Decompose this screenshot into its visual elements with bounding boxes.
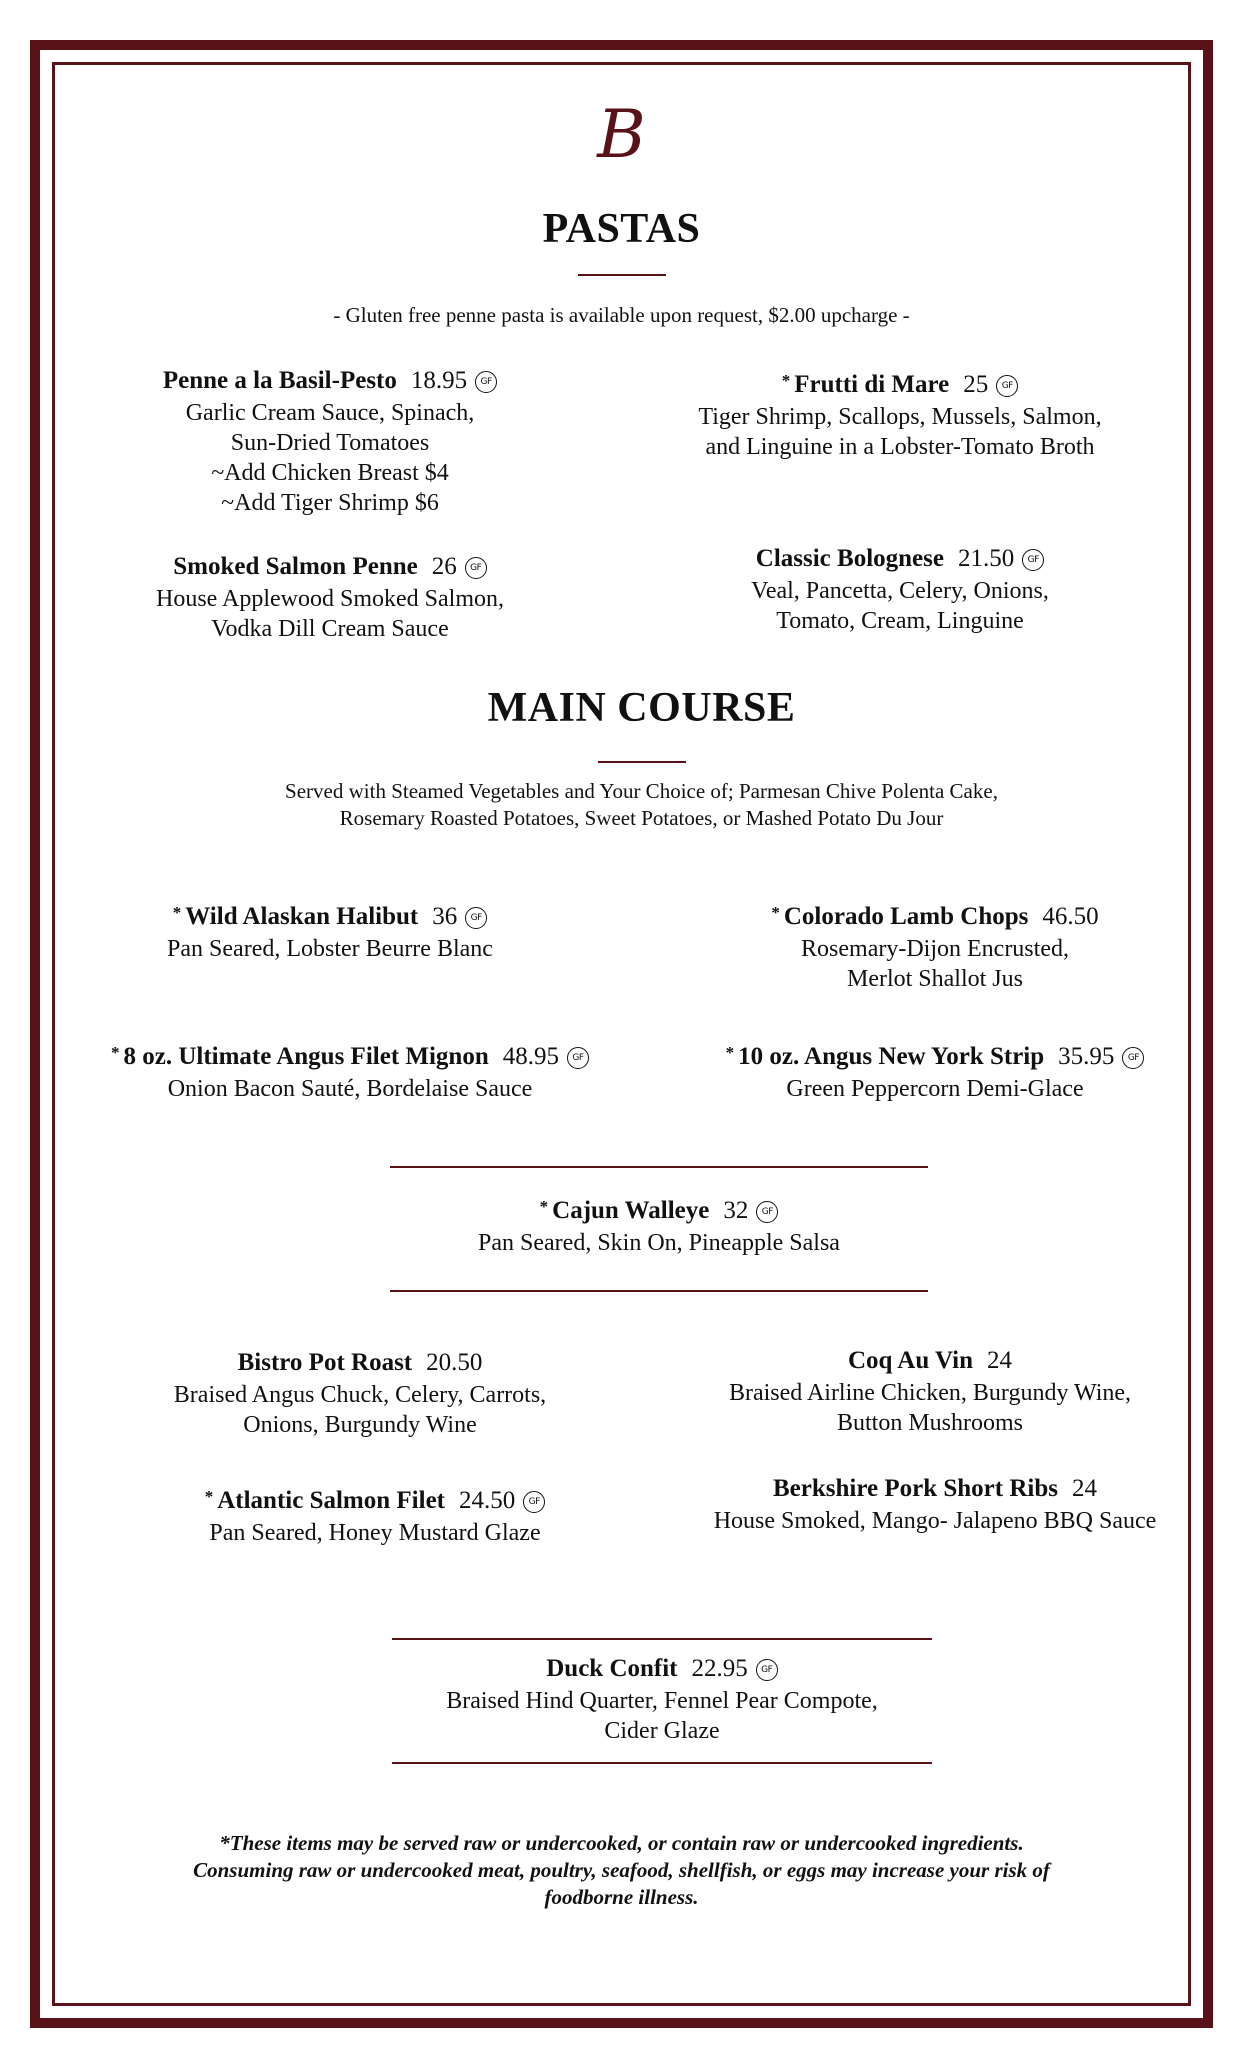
menu-item-berkshire-pork-short-ribs: Berkshire Pork Short Ribs 24 House Smoked, Mango- Jalapeno BBQ Sauce	[713, 1475, 1157, 1534]
gluten-free-icon: GF	[465, 907, 487, 929]
menu-item-coq-au-vin: Coq Au Vin 24 Braised Airline Chicken, Burgundy Wine, Button Mushrooms	[728, 1347, 1132, 1436]
menu-item-wild-alaskan-halibut: * Wild Alaskan Halibut 36 GF Pan Seared, Lobster Beurre Blanc	[167, 903, 493, 962]
menu-item-cajun-walleye: * Cajun Walleye 32 GF Pan Seared, Skin On, Pineapple Salsa	[478, 1197, 840, 1256]
menu-item-penne-basil-pesto: Penne a la Basil-Pesto 18.95 GF Garlic Cream Sauce, Spinach, Sun-Dried Tomatoes ~Add Chicken Breast $4 ~Add Tiger Shrimp $6	[100, 364, 560, 518]
gluten-free-note: - Gluten free penne pasta is available upon request, $2.00 upcharge -	[333, 303, 910, 327]
menu-item-colorado-lamb-chops: * Colorado Lamb Chops 46.50 Rosemary-Dijon Encrusted, Merlot Shallot Jus	[771, 903, 1099, 992]
gluten-free-icon: GF	[523, 1491, 545, 1513]
menu-item-frutti-di-mare: * Frutti di Mare 25 GF Tiger Shrimp, Scallops, Mussels, Salmon, and Linguine in a Lobster-Tomato Broth	[698, 371, 1102, 460]
gluten-free-icon: GF	[756, 1659, 778, 1681]
menu-item-atlantic-salmon-filet: * Atlantic Salmon Filet 24.50 GF Pan Seared, Honey Mustard Glaze	[130, 1480, 620, 1548]
menu-item-smoked-salmon-penne: Smoked Salmon Penne 26 GF House Applewood Smoked Salmon, Vodka Dill Cream Sauce	[156, 553, 504, 642]
gluten-free-icon: GF	[1122, 1047, 1144, 1069]
menu-item-new-york-strip: * 10 oz. Angus New York Strip 35.95 GF Green Peppercorn Demi-Glace	[680, 1036, 1190, 1104]
pastas-heading: PASTAS	[542, 206, 701, 252]
main-course-heading: MAIN COURSE	[487, 685, 796, 731]
raw-food-disclaimer: *These items may be served raw or undercooked, or contain raw or undercooked ingredients. Consuming raw or undercooked meat, poultry, seafood, shellfish, or eggs may increase your risk of foodborne illness.	[193, 1831, 1050, 1909]
gluten-free-icon: GF	[465, 557, 487, 579]
gluten-free-icon: GF	[1022, 549, 1044, 571]
gluten-free-icon: GF	[475, 371, 497, 393]
menu-item-classic-bolognese: Classic Bolognese 21.50 GF Veal, Pancetta, Celery, Onions, Tomato, Cream, Linguine	[751, 545, 1049, 634]
pastas-divider	[578, 274, 666, 276]
duck-bottom-divider	[392, 1762, 932, 1764]
main-course-divider	[598, 761, 686, 763]
walleye-bottom-divider	[390, 1290, 928, 1292]
menu-item-bistro-pot-roast: Bistro Pot Roast 20.50 Braised Angus Chuck, Celery, Carrots, Onions, Burgundy Wine	[173, 1349, 547, 1438]
menu-item-duck-confit: Duck Confit 22.95 GF Braised Hind Quarter, Fennel Pear Compote, Cider Glaze	[446, 1655, 878, 1744]
restaurant-logo: B	[597, 96, 646, 173]
gluten-free-icon: GF	[756, 1201, 778, 1223]
gluten-free-icon: GF	[996, 375, 1018, 397]
menu-item-filet-mignon: * 8 oz. Ultimate Angus Filet Mignon 48.95 GF Onion Bacon Sauté, Bordelaise Sauce	[70, 1036, 630, 1104]
sides-note: Served with Steamed Vegetables and Your Choice of; Parmesan Chive Polenta Cake, Rosemary Roasted Potatoes, Sweet Potatoes, or Mashed Potato Du Jour	[285, 779, 998, 830]
duck-top-divider	[392, 1638, 932, 1640]
walleye-top-divider	[390, 1166, 928, 1168]
gluten-free-icon: GF	[567, 1047, 589, 1069]
